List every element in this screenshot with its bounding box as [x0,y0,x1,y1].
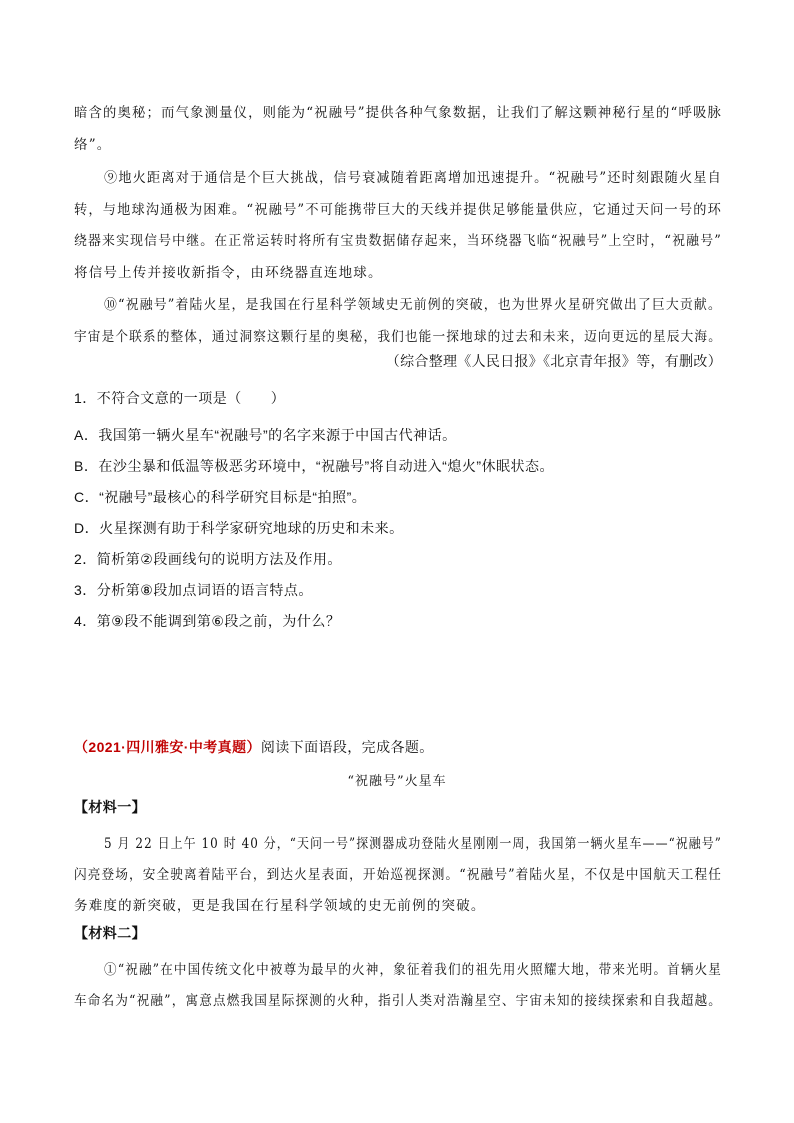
passage-line: 绕器来实现信号中继。在正常运转时将所有宝贵数据储存起来，当环绕器飞临“祝融号”上空时，“祝融号” [74,233,722,249]
source-citation: （综合整理《人民日报》《北京青年报》等，有删改） [385,353,722,369]
material-1-label: 【材料一】 [74,799,146,815]
option-b: B．在沙尘暴和低温等极恶劣环境中，“祝融号”将自动进入“熄火”休眠状态。 [74,458,554,474]
material-1-line: 务难度的新突破，更是我国在行星科学领域的史无前例的突破。 [74,898,486,914]
material-1-line: 闪亮登场，安全驶离着陆平台，到达火星表面，开始巡视探测。“祝融号”着陆火星，不仅是中国航天工程任 [74,867,723,883]
article-title: “祝融号”火星车 [347,774,447,789]
option-c: C．“祝融号”最核心的科学研究目标是“拍照”。 [74,489,367,505]
section-instruction: 阅读下面语段，完成各题。 [260,739,434,755]
material-2-label: 【材料二】 [74,925,146,941]
material-1-line: 5 月 22 日上午 10 时 40 分，“天问一号”探测器成功登陆火星刚刚一周，我国第一辆火星车——“祝融号” [104,836,722,852]
passage-line: 转，与地球沟通极为困难。“祝融号”不可能携带巨大的天线并提供足够能量供应，它通过天问一号的环 [74,202,723,218]
passage-line: 暗含的奥秘；而气象测量仪，则能为“祝融号”提供各种气象数据，让我们了解这颗神秘行星的“呼吸脉 [74,105,723,121]
material-2-line: ①“祝融”在中国传统文化中被尊为最早的火神，象征着我们的祖先用火照耀大地，带来光明。首辆火星 [104,962,722,978]
passage-line: 宇宙是个联系的整体，通过洞察这颗行星的奥秘，我们也能一探地球的过去和未来，迈向更远的星辰大海。 [74,329,723,345]
section-heading [74,737,434,757]
material-2-line: 车命名为“祝融”，寓意点燃我国星际探测的火种，指引人类对浩瀚星空、宇宙未知的接续探索和自我超越。 [74,993,723,1009]
question-2: 2．简析第②段画线句的说明方法及作用。 [74,551,342,567]
question-3: 3．分析第⑧段加点词语的语言特点。 [74,582,313,598]
question-1: 1．不符合文意的一项是（ ） [74,390,286,406]
paragraph-9-line: ⑨地火距离对于通信是个巨大挑战，信号衰减随着距离增加迅速提升。“祝融号”还时刻跟随火星自 [104,170,723,186]
passage-line: 络”。 [74,137,112,153]
option-d: D．火星探测有助于科学家研究地球的历史和未来。 [74,520,404,536]
option-a: A．我国第一辆火星车“祝融号”的名字来源于中国古代神话。 [74,427,457,443]
question-4: 4．第⑨段不能调到第⑥段之前，为什么？ [74,613,341,629]
exam-source-tag: （2021·四川雅安·中考真题） [74,739,261,755]
passage-line: 将信号上传并接收新指令，由环绕器直连地球。 [74,265,383,281]
paragraph-10-line: ⑩“祝融号”着陆火星，是我国在行星科学领域史无前例的突破，也为世界火星研究做出了巨大贡献。 [104,297,722,313]
